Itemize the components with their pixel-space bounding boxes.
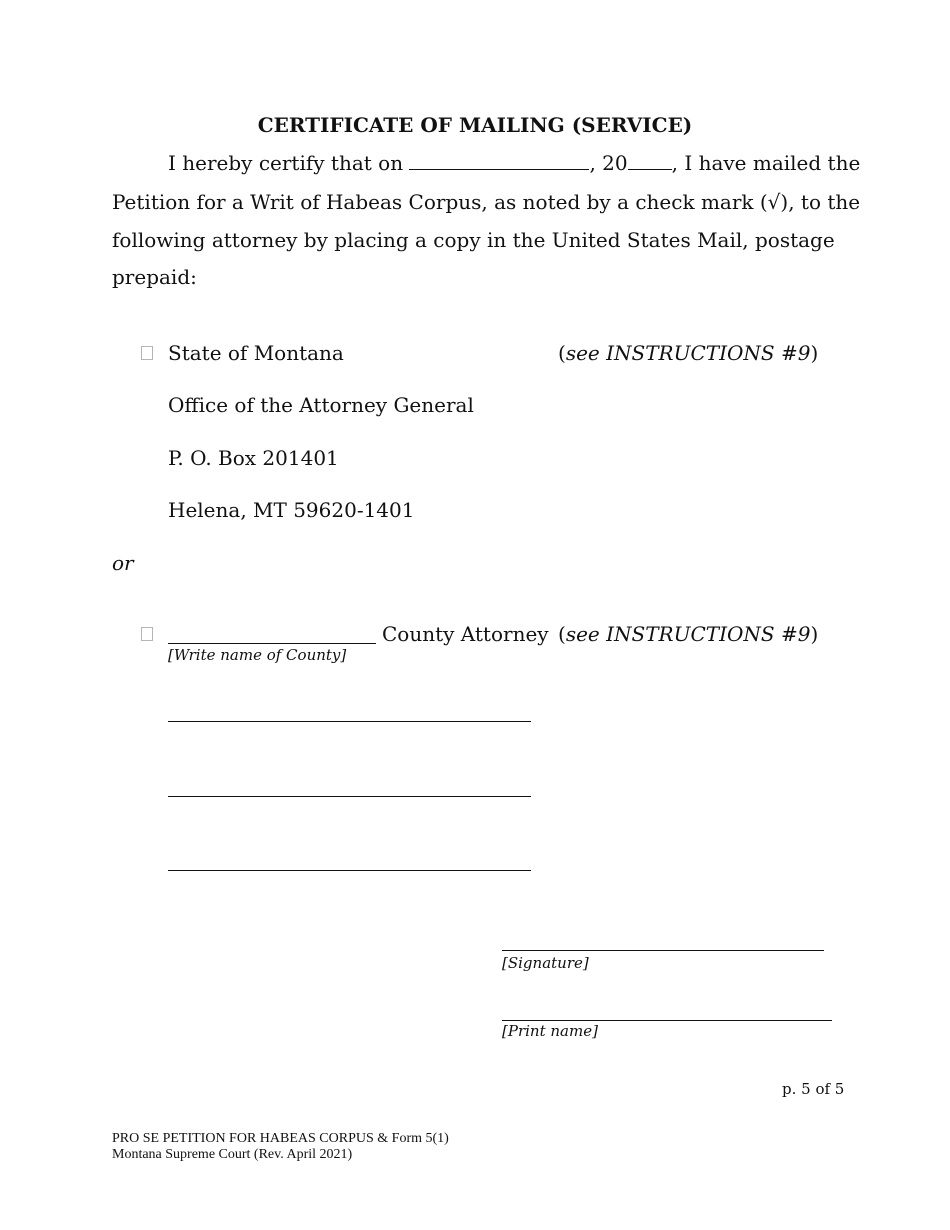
county-attorney-label: County Attorney <box>382 622 549 646</box>
page-number: p. 5 of 5 <box>782 1080 845 1098</box>
certification-line-3: following attorney by placing a copy in the United States Mail, postage <box>112 228 835 252</box>
footer-line-1: PRO SE PETITION FOR HABEAS CORPUS & Form 5(1) <box>112 1131 449 1146</box>
county-instructions-note <box>558 622 818 646</box>
certify-text-end: , I have mailed the <box>671 151 861 175</box>
address-line-1: Office of the Attorney General <box>168 393 474 417</box>
certification-line-4: prepaid: <box>112 265 197 289</box>
state-instructions-open: ( <box>558 341 566 365</box>
signature-line[interactable] <box>502 950 824 951</box>
address-line-3: Helena, MT 59620-1401 <box>168 498 415 522</box>
state-instructions-note <box>558 341 818 365</box>
year-blank[interactable] <box>628 151 672 170</box>
county-attorney-checkbox[interactable] <box>141 627 153 641</box>
county-name-caption: [Write name of County] <box>168 646 347 664</box>
county-instructions-close: ) <box>810 622 819 646</box>
county-name-blank[interactable] <box>168 643 376 644</box>
certification-line-1 <box>168 151 860 175</box>
county-instructions-text: see INSTRUCTIONS #9 <box>565 622 811 646</box>
or-text: or <box>112 551 134 575</box>
address-line-2: P. O. Box 201401 <box>168 446 339 470</box>
date-blank[interactable] <box>409 151 589 170</box>
county-instructions-open: ( <box>558 622 566 646</box>
print-name-caption: [Print name] <box>502 1022 598 1040</box>
state-of-montana-checkbox[interactable] <box>141 346 153 360</box>
page-title: CERTIFICATE OF MAILING (SERVICE) <box>257 113 693 137</box>
year-prefix: , 20 <box>589 151 628 175</box>
footer-line-2: Montana Supreme Court (Rev. April 2021) <box>112 1147 353 1162</box>
state-instructions-close: ) <box>810 341 819 365</box>
county-address-line-3[interactable] <box>168 870 531 871</box>
signature-caption: [Signature] <box>502 954 589 972</box>
state-instructions-text: see INSTRUCTIONS #9 <box>565 341 811 365</box>
county-address-line-2[interactable] <box>168 796 531 797</box>
print-name-line[interactable] <box>502 1020 832 1021</box>
certify-text-start: I hereby certify that on <box>168 151 404 175</box>
county-address-line-1[interactable] <box>168 721 531 722</box>
state-of-montana-label: State of Montana <box>168 341 344 365</box>
certification-line-2: Petition for a Writ of Habeas Corpus, as noted by a check mark (√), to the <box>112 190 861 214</box>
